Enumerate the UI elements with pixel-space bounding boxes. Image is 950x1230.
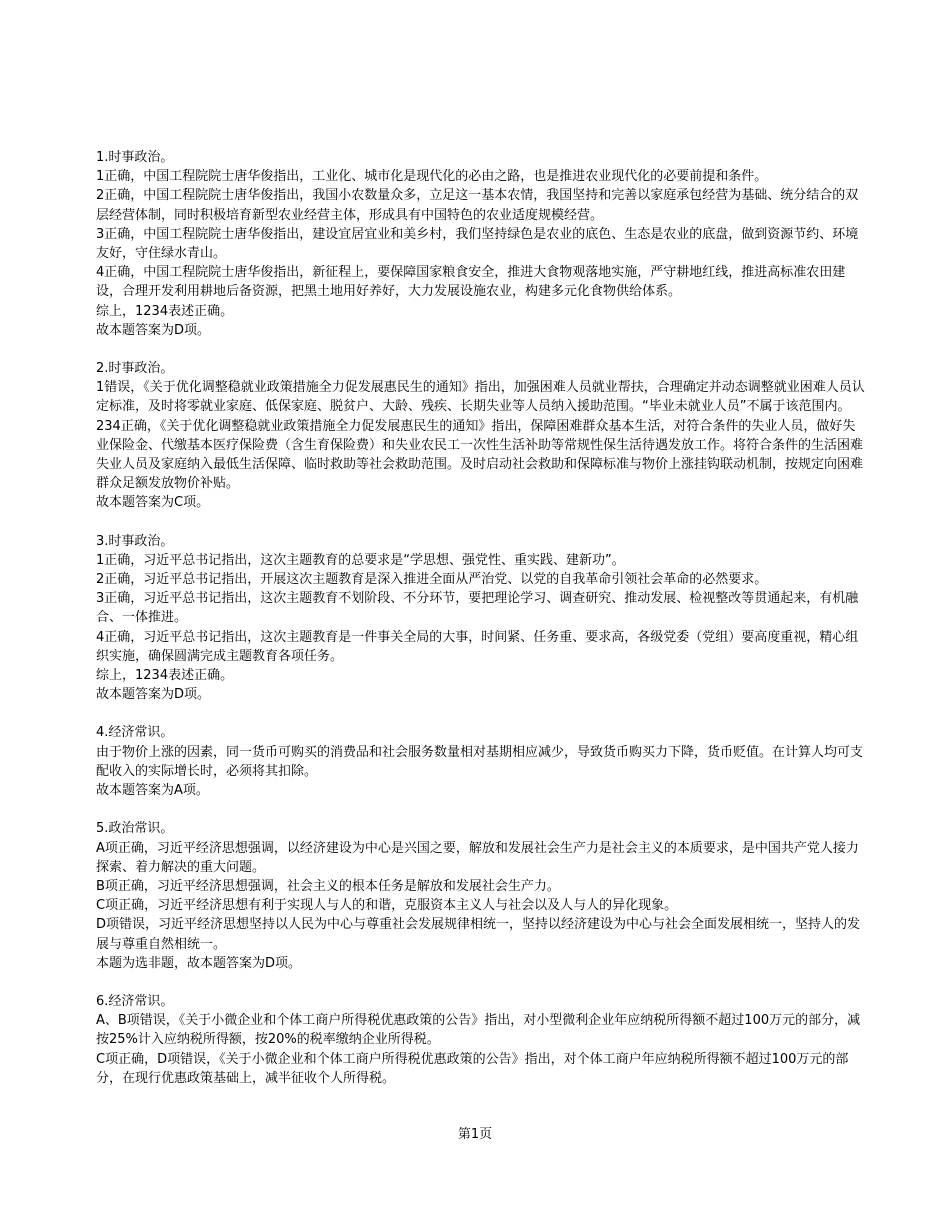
answer-text: 1正确，习近平总书记指出，这次主题教育的总要求是“学思想、强党性、重实践、建新功”。 xyxy=(96,552,625,568)
answer-conclusion: 故本题答案为D项。 xyxy=(96,687,211,703)
answer-text: A项正确，习近平经济思想强调，以经济建设为中心是兴国之要，解放和发展社会生产力是社会主义的本质要求，是中国共产党人接力探索、着力解决的重大问题。 xyxy=(96,840,859,875)
answer-summary: 综上，1234表述正确。 xyxy=(96,668,234,684)
answer-section-1 xyxy=(96,148,866,340)
section-heading: 3.时事政治。 xyxy=(96,533,174,549)
section-heading: 5.政治常识。 xyxy=(96,821,174,837)
answer-text: C项正确，习近平经济思想有利于实现人与人的和谐，克服资本主义人与社会以及人与人的异化现象。 xyxy=(96,898,678,914)
section-heading: 4.经济常识。 xyxy=(96,725,174,741)
answer-conclusion: 故本题答案为A项。 xyxy=(96,783,209,799)
answer-text: 1正确，中国工程院院士唐华俊指出，工业化、城市化是现代化的必由之路，也是推进农业现代化的必要前提和条件。 xyxy=(96,169,768,185)
page-number: 第1页 xyxy=(457,1127,493,1142)
answer-text: 3正确，中国工程院院士唐华俊指出，建设宜居宜业和美乡村，我们坚持绿色是农业的底色、生态是农业的底盘，做到资源节约、环境友好，守住绿水青山。 xyxy=(96,226,859,262)
answer-summary: 综上，1234表述正确。 xyxy=(96,303,234,319)
answer-text: 2正确，中国工程院院士唐华俊指出，我国小农数量众多，立足这一基本农情，我国坚持和完善以家庭承包经营为基础、统分结合的双层经营体制，同时积极培育新型农业经营主体，形成具有中国特色的农业适度规模经营。 xyxy=(96,188,859,223)
answer-text: 4正确，中国工程院院士唐华俊指出，新征程上，要保障国家粮食安全，推进大食物观落地实施，严守耕地红线，推进高标准农田建设，合理开发利用耕地后备资源，把黑土地用好养好，大力发展设施农业，构建多元化食物供给体系。 xyxy=(96,265,846,300)
answer-conclusion: 故本题答案为D项。 xyxy=(96,322,211,338)
answer-text: A、B项错误，《关于小微企业和个体工商户所得税优惠政策的公告》指出，对小型微利企业年应纳税所得额不超过100万元的部分，减按25%计入应纳税所得额，按20%的税率缴纳企业所得税。 xyxy=(96,1013,861,1048)
answer-text: 234正确，《关于优化调整稳就业政策措施全力促发展惠民生的通知》指出，保障困难群众基本生活，对符合条件的失业人员，做好失业保险金、代缴基本医疗保险费（含生育保险费）和失业农民工一次性生活补助等常规性保生活待遇发放工作。将符合条件的生活困难失业人员及家庭纳入最低生活保障、临时救助等社会救助范围。及时启动社会救助和保障标准与物价上涨挂钩联动机制，按规定向困难群众足额发放物价补贴。 xyxy=(96,418,864,492)
answer-text: 3正确，习近平总书记指出，这次主题教育不划阶段、不分环节，要把理论学习、调查研究、推动发展、检视整改等贯通起来，有机融合、一体推进。 xyxy=(96,591,859,626)
answer-conclusion: 故本题答案为C项。 xyxy=(96,495,210,511)
answer-text: 由于物价上涨的因素，同一货币可购买的消费品和社会服务数量相对基期相应减少，导致货币购买力下降，货币贬值。在计算人均可支配收入的实际增长时，必须将其扣除。 xyxy=(96,744,864,779)
answer-text: C项正确，D项错误，《关于小微企业和个体工商户所得税优惠政策的公告》指出，对个体工商户年应纳税所得额不超过100万元的部分，在现行优惠政策基础上，减半征收个人所得税。 xyxy=(96,1051,849,1086)
answer-text: B项正确，习近平经济思想强调，社会主义的根本任务是解放和发展社会生产力。 xyxy=(96,878,560,894)
answer-text: 1错误，《关于优化调整稳就业政策措施全力促发展惠民生的通知》指出，加强困难人员就业帮扶，合理确定并动态调整就业困难人员认定标准，及时将零就业家庭、低保家庭、脱贫户、大龄、残疾、长期失业等人员纳入援助范围。“毕业未就业人员”不属于该范围内。 xyxy=(96,380,865,415)
answer-conclusion: 本题为选非题，故本题答案为D项。 xyxy=(96,955,302,971)
section-heading: 2.时事政治。 xyxy=(96,361,174,377)
answer-text: D项错误，习近平经济思想坚持以人民为中心与尊重社会发展规律相统一，坚持以经济建设为中心与社会全面发展相统一，坚持人的发展与尊重自然相统一。 xyxy=(96,917,861,952)
answer-text: 2正确，习近平总书记指出，开展这次主题教育是深入推进全面从严治党、以党的自我革命引领社会革命的必然要求。 xyxy=(96,572,768,588)
answer-text: 4正确，习近平总书记指出，这次主题教育是一件事关全局的大事，时间紧、任务重、要求高，各级党委（党组）要高度重视，精心组织实施，确保圆满完成主题教育各项任务。 xyxy=(96,629,859,664)
answer-section-2 xyxy=(96,359,866,513)
section-heading: 6.经济常识。 xyxy=(96,993,174,1009)
answer-section-5 xyxy=(96,819,866,973)
document-page xyxy=(96,148,866,1088)
answer-section-4 xyxy=(96,723,866,800)
section-heading: 1.时事政治。 xyxy=(96,150,174,165)
answer-section-3 xyxy=(96,532,866,705)
answer-section-6 xyxy=(96,992,866,1088)
